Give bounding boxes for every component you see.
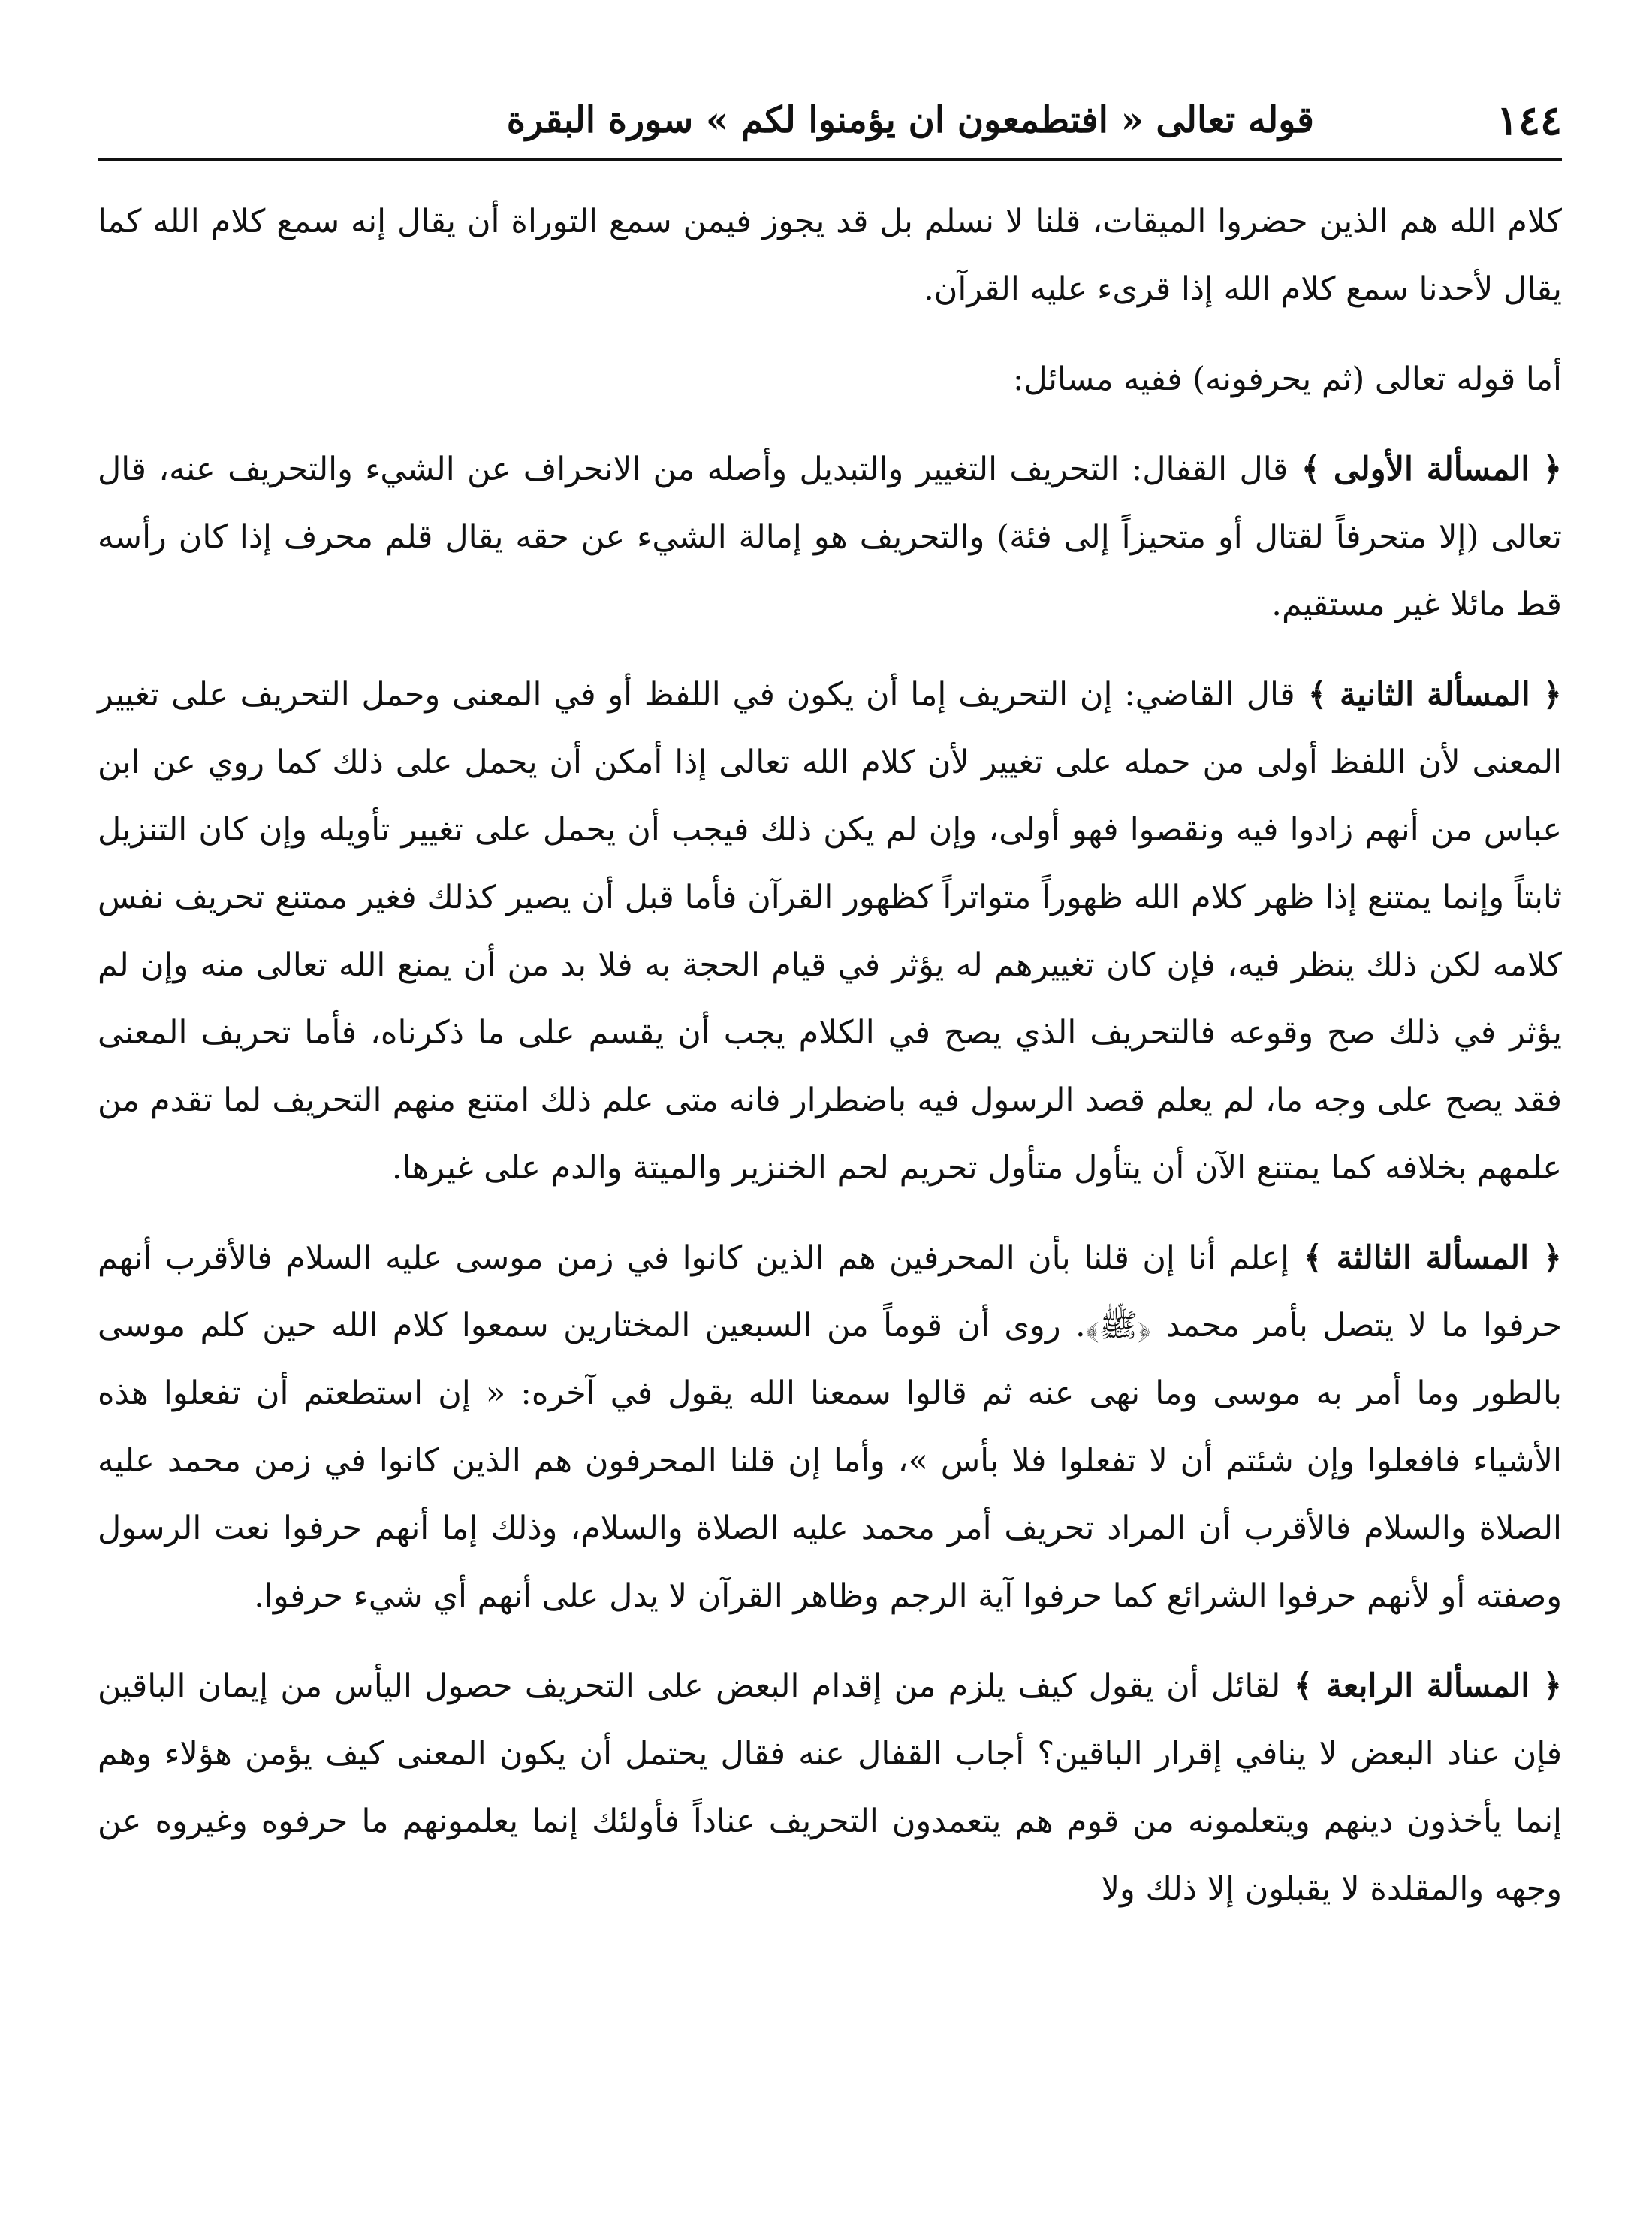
closing-ornament-bracket: ﴾ [1295, 676, 1340, 714]
closing-ornament-bracket: ﴾ [1288, 451, 1334, 488]
opening-ornament-bracket: ﴿ [1530, 676, 1562, 714]
issue-label: المسألة الثانية [1339, 676, 1530, 714]
issue-text: لقائل أن يقول كيف يلزم من إقدام البعض على التحريف حصول اليأس من إيمان الباقين فإن عناد البعض لا ينافي إقرار الباقين؟ أجاب القفال عنه فقال يحتمل أن يكون المعنى كيف يؤمن هؤلاء وهم إنما يأخذون دينهم ويتعلمونه من قوم هم يتعمدون التحريف عناداً فأولئك إنما يعلمونهم ما حرفوه وغيروه عن وجهه والمقلدة لا يقبلون إلا ذلك ولا [98, 1667, 1562, 1908]
paragraph: كلام الله هم الذين حضروا الميقات، قلنا لا نسلم بل قد يجوز فيمن سمع التوراة أن يقال إنه سمع كلام الله كما يقال لأحدنا سمع كلام الله إذا قرىء عليه القرآن. [98, 203, 1562, 308]
book-page [98, 83, 1562, 2186]
issue-label: المسألة الثالثة [1336, 1239, 1530, 1277]
issue-text: قال القفال: التحريف التغيير والتبديل وأصله من الانحراف عن الشيء والتحريف عنه، قال تعالى (إلا متحرفاً لقتال أو متحيزاً إلى فئة) والتحريف هو إمالة الشيء عن حقه يقال قلم محرف إذا كان رأسه قط مائلا غير مستقيم. [98, 451, 1562, 623]
closing-ornament-bracket: ﴾ [1289, 1239, 1337, 1277]
opening-ornament-bracket: ﴿ [1529, 1239, 1562, 1277]
running-title: قوله تعالى « افتطمعون ان يؤمنوا لكم » سورة البقرة [506, 99, 1314, 141]
issue-paragraph [98, 661, 1562, 1202]
closing-ornament-bracket: ﴾ [1280, 1667, 1326, 1705]
issue-paragraph [98, 1652, 1562, 1923]
opening-ornament-bracket: ﴿ [1530, 451, 1563, 488]
issue-label: المسألة الأولى [1333, 451, 1530, 488]
paragraph: أما قوله تعالى (ثم يحرفونه) ففيه مسائل: [1013, 361, 1562, 398]
issue-text: قال القاضي: إن التحريف إما أن يكون في اللفظ أو في المعنى وحمل التحريف على تغيير المعنى لأن اللفظ أولى من حمله على تغيير لأن كلام الله تعالى إذا أمكن أن يحمل على ذلك كما روي عن ابن عباس من أنهم زادوا فيه ونقصوا فهو أولى، وإن لم يكن ذلك فيجب أن يحمل على تغيير تأويله وإن كان التنزيل ثابتاً وإنما يمتنع إذا ظهر كلام الله ظهوراً متواتراً كظهور القرآن فأما قبل أن يصير كذلك فغير ممتنع تحريف نفس كلامه لكن ذلك ينظر فيه، فإن كان تغييرهم له يؤثر في قيام الحجة به فلا بد من أن يمنع الله تعالى منه وإن لم يؤثر في ذلك صح وقوعه فالتحريف الذي يصح في الكلام يجب أن يقسم على ما ذكرناه، فأما تحريف المعنى فقد يصح على وجه ما، لم يعلم قصد الرسول فيه باضطرار فانه متى علم ذلك امتنع منهم التحريف لما تقدم من علمهم بخلافه كما يمتنع الآن أن يتأول متأول تحريم لحم الخنزير والميتة والدم على غيرها. [98, 676, 1562, 1187]
body-text [98, 188, 1562, 1923]
issue-text: إعلم أنا إن قلنا بأن المحرفين هم الذين كانوا في زمن موسى عليه السلام فالأقرب أنهم حرفوا ما لا يتصل بأمر محمد ﴿ﷺ﴾. روى أن قوماً من السبعين المختارين سمعوا كلام الله حين كلم موسى بالطور وما أمر به موسى وما نهى عنه ثم قالوا سمعنا الله يقول في آخره: « إن استطعتم أن تفعلوا هذه الأشياء فافعلوا وإن شئتم أن لا تفعلوا فلا بأس »، وأما إن قلنا المحرفون هم الذين كانوا في زمن محمد عليه الصلاة والسلام فالأقرب أن المراد تحريف أمر محمد عليه الصلاة والسلام، وذلك إما أنهم حرفوا نعت الرسول وصفته أو لأنهم حرفوا الشرائع كما حرفوا آية الرجم وظاهر القرآن لا يدل على أنهم أي شيء حرفوا. [98, 1239, 1562, 1615]
opening-ornament-bracket: ﴿ [1530, 1667, 1563, 1705]
page-header [98, 83, 1562, 161]
issue-paragraph [98, 436, 1562, 638]
page-number: ١٤٤ [1496, 96, 1562, 144]
issue-paragraph [98, 1224, 1562, 1630]
issue-label: المسألة الرابعة [1325, 1667, 1530, 1705]
